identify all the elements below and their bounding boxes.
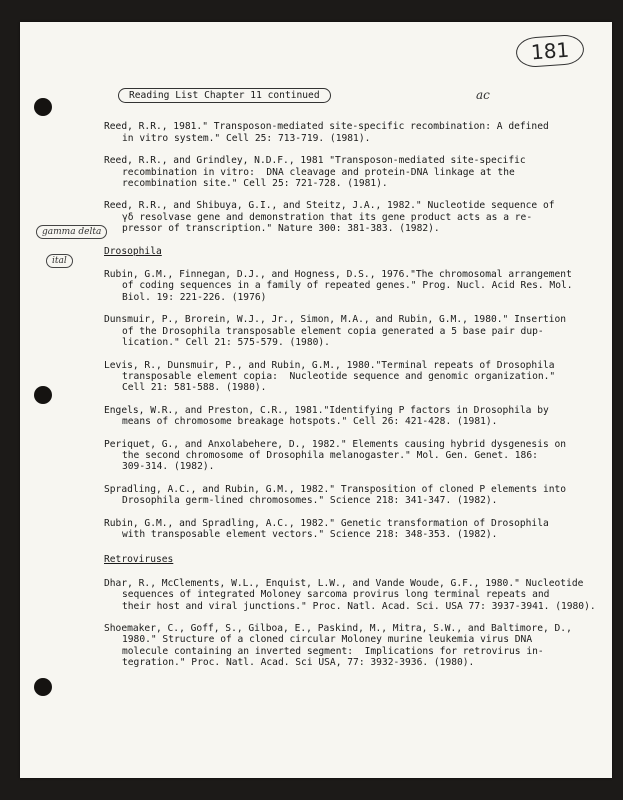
reference-line: means of chromosome breakage hotspots." Cell 26: 421-428. (1981). — [122, 416, 498, 428]
entries-drosophila — [104, 269, 584, 540]
reference-entry — [104, 314, 584, 348]
reference-entry — [104, 623, 584, 669]
reference-entry — [104, 200, 584, 234]
section-heading-drosophila: Drosophila — [104, 245, 162, 257]
reference-line: Periquet, G., and Anxolabehere, D., 1982." Elements causing hybrid dysgenesis on — [104, 438, 567, 450]
reference-line: 309-314. (1982). — [122, 461, 215, 473]
handwritten-annotation: ac — [476, 88, 490, 102]
entries-retroviruses — [104, 577, 596, 669]
reference-entry — [104, 360, 584, 394]
reference-line: Reed, R.R., and Grindley, N.D.F., 1981 "Transposon-mediated site-specific — [104, 155, 526, 167]
reference-entry — [104, 484, 584, 507]
reference-entry — [104, 439, 584, 473]
reference-line: tegration." Proc. Natl. Acad. Sci USA, 77: 3932-3936. (1980). — [122, 657, 475, 669]
reference-line: Reed, R.R., and Shibuya, G.I., and Steitz, J.A., 1982." Nucleotide sequence of — [104, 200, 555, 212]
reference-line: Cell 21: 581-588. (1980). — [122, 382, 267, 394]
punch-hole — [34, 386, 52, 404]
reference-line: in vitro system." Cell 25: 713-719. (1981). — [122, 132, 371, 144]
reference-line: transposable element copia: Nucleotide sequence and genomic organization." — [122, 370, 556, 382]
margin-note-ital: ital — [46, 254, 73, 268]
reference-line: lication." Cell 21: 575-579. (1980). — [122, 337, 330, 349]
document-page — [20, 22, 612, 778]
reference-line: their host and viral junctions." Proc. Natl. Acad. Sci. USA 77: 3937-3941. (1980). — [122, 600, 596, 612]
reference-line: Dhar, R., McClements, W.L., Enquist, L.W., and Vande Woude, G.F., 1980." Nucleotide — [104, 577, 584, 589]
reference-line: 1980." Structure of a cloned circular Moloney murine leukemia virus DNA — [122, 634, 533, 646]
punch-hole — [34, 678, 52, 696]
reference-entry — [104, 269, 584, 303]
page-number: 181 — [515, 34, 585, 69]
reference-line: with transposable element vectors." Science 218: 348-353. (1982). — [122, 528, 498, 540]
reference-line: of the Drosophila transposable element copia generated a 5 base pair dup- — [122, 325, 544, 337]
punch-hole — [34, 98, 52, 116]
reference-line: Rubin, G.M., Finnegan, D.J., and Hogness, D.S., 1976."The chromosomal arrangement — [104, 269, 572, 281]
reference-line: sequences of integrated Moloney sarcoma provirus long terminal repeats and — [122, 589, 550, 601]
reference-line: γδ resolvase gene and demonstration that its gene product acts as a re- — [122, 211, 533, 223]
reference-line: Reed, R.R., 1981." Transposon-mediated site-specific recombination: A defined — [104, 121, 549, 133]
reference-entry — [104, 518, 584, 541]
reference-entry — [104, 121, 584, 144]
entries-top — [104, 121, 584, 234]
reference-line: Spradling, A.C., and Rubin, G.M., 1982." Transposition of cloned P elements into — [104, 483, 567, 495]
reference-entry — [104, 155, 584, 189]
reading-list — [104, 88, 596, 680]
page-header: Reading List Chapter 11 continued — [118, 88, 331, 103]
reference-entry — [104, 405, 584, 428]
reference-line: molecule containing an inverted segment: Implications for retrovirus in- — [122, 645, 544, 657]
reference-line: Shoemaker, C., Goff, S., Gilboa, E., Paskind, M., Mitra, S.W., and Baltimore, D., — [104, 623, 572, 634]
reference-line: Dunsmuir, P., Brorein, W.J., Jr., Simon, M.A., and Rubin, G.M., 1980." Insertion — [104, 314, 567, 326]
reference-line: pressor of transcription." Nature 300: 381-383. (1982). — [122, 223, 440, 235]
reference-entry — [104, 577, 596, 612]
reference-line: the second chromosome of Drosophila melanogaster." Mol. Gen. Genet. 186: — [122, 449, 538, 461]
reference-line: Biol. 19: 221-226. (1976) — [122, 291, 267, 303]
reference-line: of coding sequences in a family of repeated genes." Prog. Nucl. Acid Res. Mol. — [122, 280, 573, 292]
reference-line: Rubin, G.M., and Spradling, A.C., 1982." Genetic transformation of Drosophila — [104, 517, 549, 529]
reference-line: Engels, W.R., and Preston, C.R., 1981."Identifying P factors in Drosophila by — [104, 404, 549, 416]
reference-line: Drosophila germ-lined chromosomes." Science 218: 341-347. (1982). — [122, 495, 498, 507]
reference-line: recombination site." Cell 25: 721-728. (1981). — [122, 178, 388, 190]
section-heading-retroviruses: Retroviruses — [104, 554, 174, 566]
reference-line: recombination in vitro: DNA cleavage and protein-DNA linkage at the — [122, 166, 515, 178]
reference-line: Levis, R., Dunsmuir, P., and Rubin, G.M., 1980."Terminal repeats of Drosophila — [104, 359, 555, 371]
margin-note-gamma-delta: gamma delta — [36, 225, 107, 239]
